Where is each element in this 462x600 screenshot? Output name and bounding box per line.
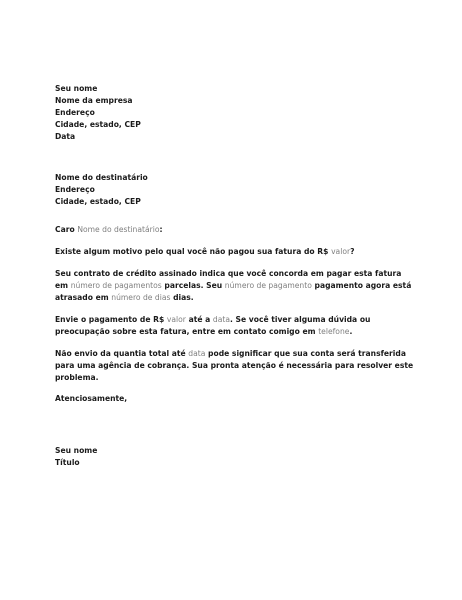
amount-placeholder-2: valor [166,315,186,324]
recipient-name: Nome do destinatário [55,173,148,182]
amount-placeholder: valor [331,247,351,256]
sender-company: Nome da empresa [55,96,133,105]
paragraph-1-text-2: ? [350,247,355,256]
paragraph-4-text-2: pode significar que sua conta será transferida para uma agência de cobrança. Sua pronta atenção é necessária para resolver este problema. [55,349,414,382]
date-placeholder: data [212,315,230,324]
phone-placeholder: telefone [318,327,350,336]
installments-placeholder: número de pagamentos [70,281,162,290]
salutation-suffix: : [159,225,163,234]
sender-city-line: Cidade, estado, CEP [55,120,141,129]
recipient-block [55,172,415,208]
recipient-name-placeholder: Nome do destinatário [77,225,160,234]
paragraph-4-text-1: Não envio da quantia total até [55,349,189,358]
paragraph-3 [55,314,415,338]
signature-block [55,445,415,469]
paragraph-2 [55,268,415,304]
days-placeholder: número de dias [111,293,171,302]
paragraph-3-text-1: Envie o pagamento de R$ [55,315,167,324]
sender-block [55,83,415,143]
paragraph-3-text-2: até a [185,315,213,324]
paragraph-1 [55,246,415,258]
date-placeholder-2: data [188,349,206,358]
sender-address: Endereço [55,108,95,117]
recipient-city-line: Cidade, estado, CEP [55,197,141,206]
paragraph-1-text-1: Existe algum motivo pelo qual você não pagou sua fatura do R$ [55,247,332,256]
salutation-prefix: Caro [55,225,78,234]
salutation [55,224,415,236]
paragraph-3-text-4: . [349,327,353,336]
closing: Atenciosamente, [55,394,128,403]
paragraph-4 [55,348,415,384]
recipient-address: Endereço [55,185,95,194]
sender-name: Seu nome [55,84,98,93]
signature-title: Título [55,458,80,467]
letter-date: Data [55,132,76,141]
signature-name: Seu nome [55,446,98,455]
paragraph-2-text-4: dias. [170,293,194,302]
paragraph-2-text-1: Seu contrato de crédito assinado indica que você concorda em pagar esta fatura em [55,269,402,290]
paragraph-2-text-2: parcelas. Seu [161,281,225,290]
paragraph-2-text-3: pagamento agora está atrasado em [55,281,412,302]
payment-number-placeholder: número de pagamento [224,281,312,290]
paragraph-3-text-3: . Se você tiver alguma dúvida ou preocupação sobre esta fatura, entre em contato comigo em [55,315,371,336]
letter-body [55,83,415,469]
